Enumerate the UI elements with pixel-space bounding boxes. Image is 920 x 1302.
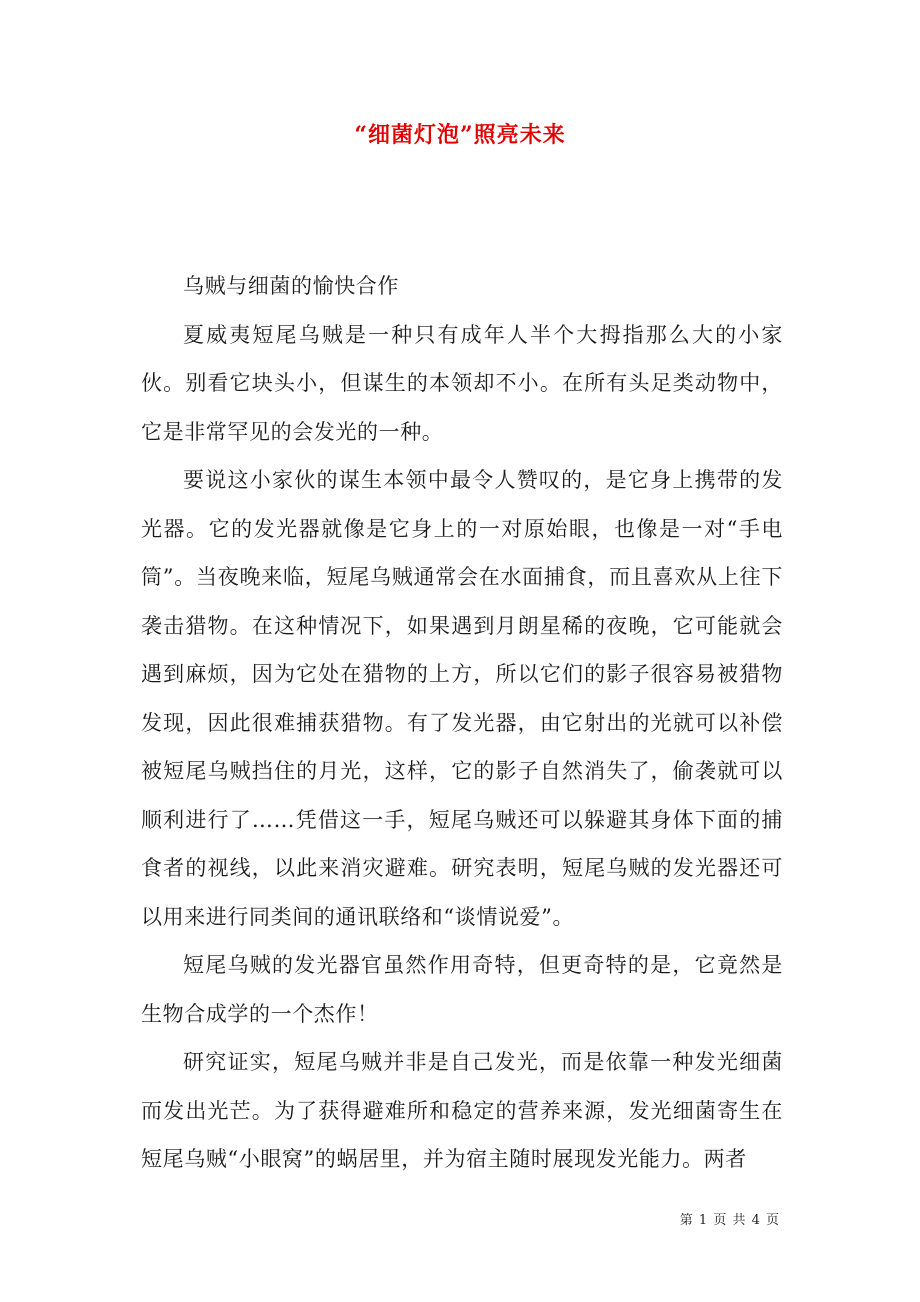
- document-body: [141, 262, 783, 1184]
- document-title: “细菌灯泡”照亮未来: [354, 122, 566, 148]
- paragraph: 夏威夷短尾乌贼是一种只有成年人半个大拇指那么大的小家伙。别看它块头小，但谋生的本领却不小。在所有头足类动物中，它是非常罕见的会发光的一种。: [141, 322, 783, 444]
- section-heading: 乌贼与细菌的愉快合作: [183, 274, 399, 298]
- paragraph: 短尾乌贼的发光器官虽然作用奇特，但更奇特的是，它竟然是生物合成学的一个杰作！: [141, 953, 783, 1026]
- paragraph: 研究证实，短尾乌贼并非是自己发光，而是依靠一种发光细菌而发出光芒。为了获得避难所和稳定的营养来源，发光细菌寄生在短尾乌贼“小眼窝”的蜗居里，并为宿主随时展现发光能力。两者: [141, 1050, 783, 1171]
- paragraph: 要说这小家伙的谋生本领中最令人赞叹的，是它身上携带的发光器。它的发光器就像是它身上的一对原始眼，也像是一对“手电筒”。当夜晚来临，短尾乌贼通常会在水面捕食，而且喜欢从上往下袭击猎物。在这种情况下，如果遇到月朗星稀的夜晚，它可能就会遇到麻烦，因为它处在猎物的上方，所以它们的影子很容易被猎物发现，因此很难捕获猎物。有了发光器，由它射出的光就可以补偿被短尾乌贼挡住的月光，这样，它的影子自然消失了，偷袭就可以顺利进行了……凭借这一手，短尾乌贼还可以躲避其身体下面的捕食者的视线，以此来消灾避难。研究表明，短尾乌贼的发光器还可以用来进行同类间的通讯联络和“谈情说爱”。: [141, 468, 783, 929]
- page-number-footer: 第 1 页 共 4 页: [679, 1213, 780, 1228]
